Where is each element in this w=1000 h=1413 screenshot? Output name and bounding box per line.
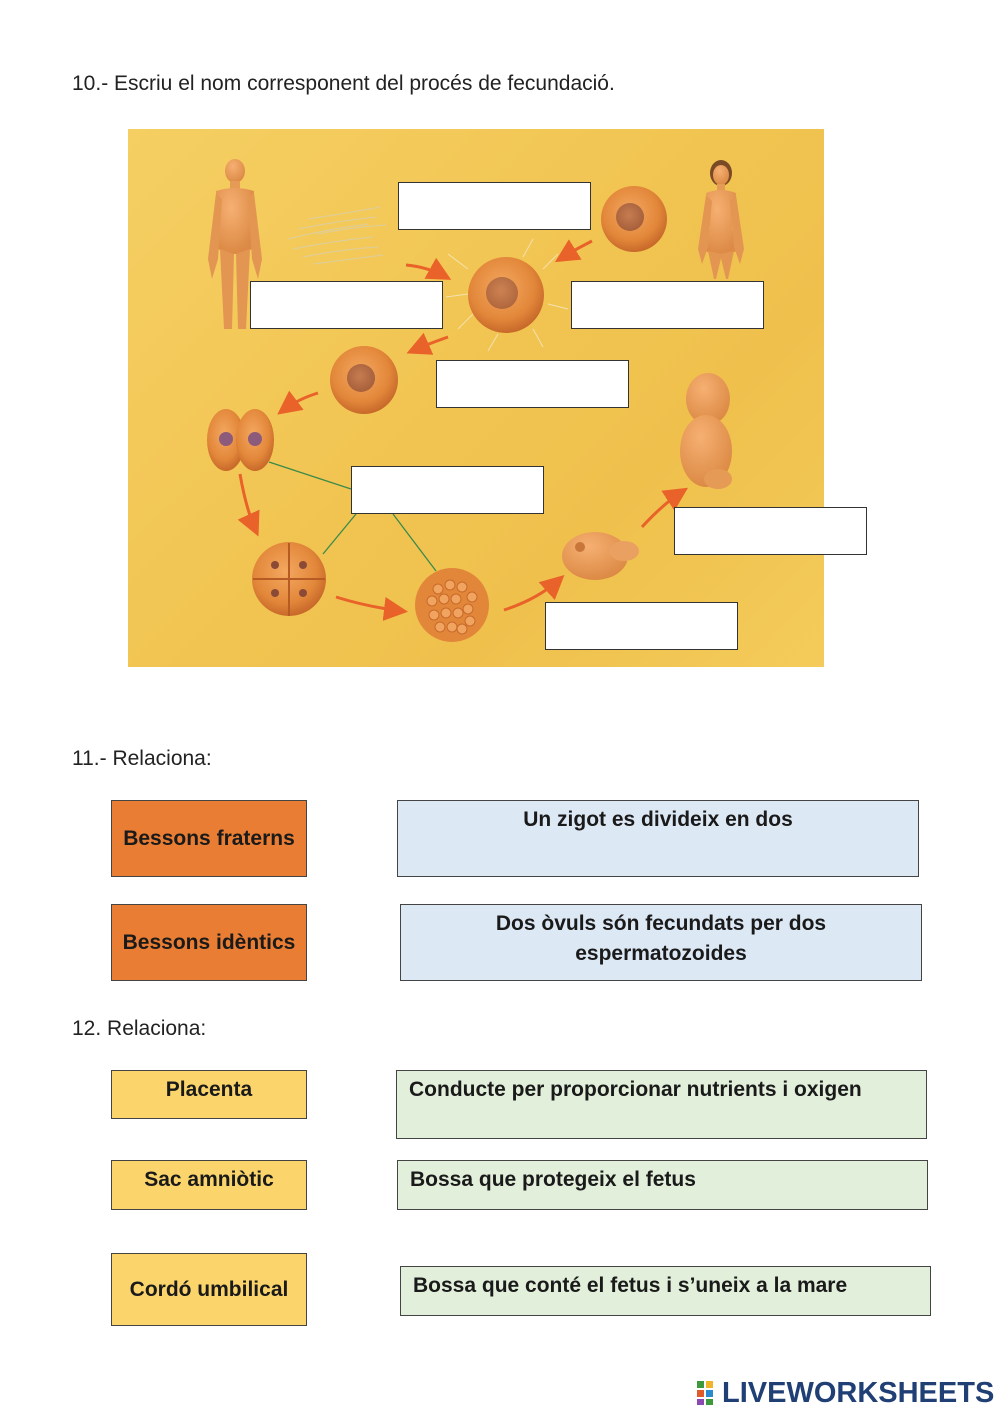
match-left-placenta[interactable] [111, 1070, 307, 1119]
answer-box-zygote[interactable] [436, 360, 629, 408]
question-11-title: 11.- Relaciona: [72, 747, 212, 770]
match-left-identical-twins[interactable] [111, 904, 307, 981]
zygote-icon [330, 346, 398, 414]
answer-box-fetus[interactable] [674, 507, 867, 555]
match-left-fraternal-twins[interactable] [111, 800, 307, 877]
liveworksheets-logo [696, 1378, 994, 1408]
match-right-protects-fetus[interactable] [397, 1160, 928, 1210]
logo-text: LIVEWORKSHEETS [722, 1376, 995, 1409]
question-12-title: 12. Relaciona: [72, 1017, 207, 1040]
match-left-label: Sac amniòtic [144, 1168, 274, 1191]
answer-box-ovum[interactable] [571, 281, 764, 329]
match-left-label: Bessons idèntics [122, 931, 296, 954]
match-left-label: Cordó umbilical [129, 1278, 289, 1301]
answer-box-twins[interactable] [351, 466, 544, 514]
sperm-cells-icon [288, 207, 386, 264]
answer-box-sperm[interactable] [398, 182, 591, 230]
four-cell-stage-icon [252, 542, 326, 616]
match-right-joins-mother[interactable] [400, 1266, 931, 1316]
match-right-label: Bossa que conté el fetus i s’uneix a la mare [413, 1274, 848, 1297]
match-right-two-ova[interactable] [400, 904, 922, 981]
answer-box-embryo[interactable] [545, 602, 738, 650]
fertilized-egg-icon [446, 239, 568, 351]
match-left-label: Placenta [165, 1078, 253, 1101]
match-right-zygote-divides[interactable] [397, 800, 919, 877]
embryo-icon [562, 532, 639, 580]
match-right-label: Conducte per proporcionar nutrients i oxigen [409, 1078, 862, 1101]
liveworksheets-logo-icon [696, 1380, 722, 1406]
answer-box-man[interactable] [250, 281, 443, 329]
two-cell-stage-icon [207, 409, 274, 471]
fertilization-diagram [128, 129, 824, 667]
ovum-icon [601, 186, 667, 252]
match-left-umbilical-cord[interactable] [111, 1253, 307, 1326]
match-right-label: Un zigot es divideix en dos [523, 808, 793, 831]
match-left-label: Bessons fraterns [123, 827, 295, 850]
match-right-nutrients-conduit[interactable] [396, 1070, 927, 1139]
morula-icon [415, 568, 489, 642]
woman-figure-icon [698, 160, 744, 279]
match-left-amniotic-sac[interactable] [111, 1160, 307, 1210]
match-right-label: Bossa que protegeix el fetus [410, 1168, 696, 1191]
match-right-label: Dos òvuls són fecundats per dos espermatozoides [495, 912, 827, 965]
question-10-title: 10.- Escriu el nom corresponent del procés de fecundació. [72, 72, 615, 95]
fetus-icon [680, 373, 732, 489]
